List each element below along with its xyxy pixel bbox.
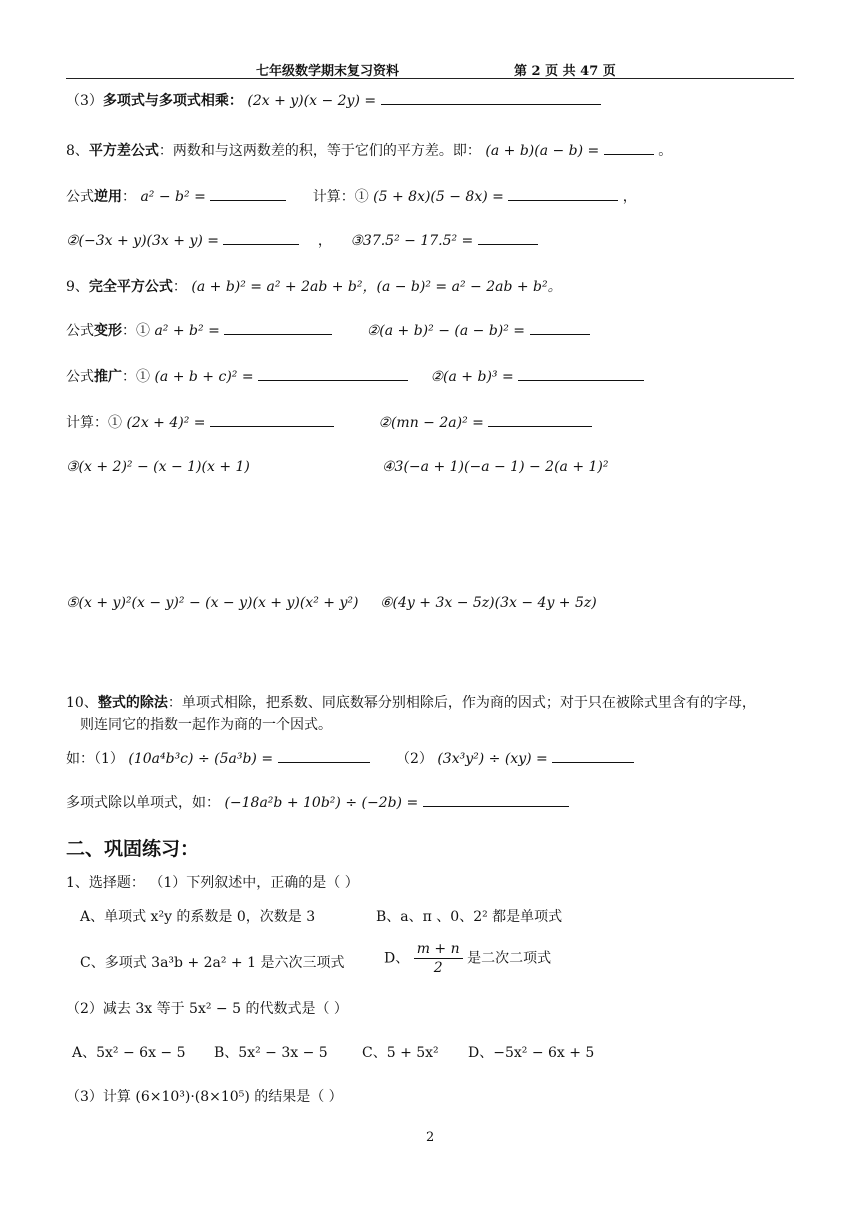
line-calc-2-3: ②(−3x + y)(3x + y) = ， ③37.5² − 17.5² =: [66, 230, 538, 252]
q2-option-b[interactable]: B、5x² − 3x − 5: [214, 1045, 328, 1061]
answer-blank[interactable]: [223, 230, 299, 245]
q1-option-d[interactable]: D、 $\frac{m + n}{2}$ 是二次二项式: [384, 941, 552, 976]
q2-option-d[interactable]: D、−5x² − 6x + 5: [468, 1045, 595, 1061]
answer-blank[interactable]: [224, 320, 332, 335]
line-formula-generalize: 公式推广：① (a + b + c)² = ②(a + b)³ =: [66, 366, 644, 388]
answer-blank[interactable]: [530, 320, 590, 335]
answer-blank[interactable]: [488, 412, 592, 427]
q2-option-a[interactable]: A、5x² − 6x − 5: [72, 1045, 186, 1061]
answer-blank[interactable]: [210, 186, 286, 201]
header-page-info: 第 2 页 共 47 页: [514, 64, 616, 79]
q2-intro: （2）减去 3x 等于 5x² − 5 的代数式是（ ）: [66, 1001, 348, 1017]
page-header: [66, 54, 794, 79]
answer-blank[interactable]: [508, 186, 618, 201]
line-calc-5: ⑤(x + y)²(x − y)² − (x − y)(x + y)(x² + y²): [66, 595, 359, 611]
answer-blank[interactable]: [210, 412, 334, 427]
q1-intro: 1、选择题： （1）下列叙述中，正确的是（ ）: [66, 875, 359, 891]
line-calc-1-2: 计算：① (2x + 4)² = ②(mn − 2a)² =: [66, 412, 592, 434]
line-difference-of-squares: 8、平方差公式：两数和与这两数差的积，等于它们的平方差。即： (a + b)(a − b) = 。: [66, 140, 672, 162]
answer-blank[interactable]: [381, 90, 601, 105]
line-poly-multiply: （3）多项式与多项式相乘： (2x + y)(x − 2y) =: [66, 90, 601, 112]
line-division-rule-cont: 则连同它的指数一起作为商的一个因式。: [80, 717, 332, 733]
line-formula-reverse: 公式逆用： a² − b² = 计算：① (5 + 8x)(5 − 8x) = ，: [66, 186, 637, 208]
section-title: 二、巩固练习：: [66, 838, 200, 860]
q1-option-b[interactable]: B、a、π 、0、2² 都是单项式: [376, 909, 563, 925]
line-calc-3-4: ③(x + 2)² − (x − 1)(x + 1): [66, 459, 250, 475]
answer-blank[interactable]: [478, 230, 538, 245]
line-division-examples: 如：（1） (10a⁴b³c) ÷ (5a³b) = （2） (3x³y²) ÷ (xy) =: [66, 748, 634, 770]
line-calc-4: ④3(−a + 1)(−a − 1) − 2(a + 1)²: [382, 459, 609, 475]
line-calc-6: ⑥(4y + 3x − 5z)(3x − 4y + 5z): [380, 595, 597, 611]
fraction: $\frac{m + n}{2}$: [414, 940, 463, 977]
answer-blank[interactable]: [518, 366, 644, 381]
q2-option-c[interactable]: C、5 + 5x²: [362, 1045, 439, 1061]
q1-option-a[interactable]: A、单项式 x²y 的系数是 0，次数是 3: [80, 909, 316, 925]
header-title: 七年级数学期末复习资料: [256, 64, 400, 79]
q3-intro: （3）计算 (6×10³)·(8×10⁵) 的结果是（ ）: [66, 1089, 343, 1105]
answer-blank[interactable]: [423, 792, 569, 807]
answer-blank[interactable]: [604, 140, 654, 155]
line-poly-div-mono: 多项式除以单项式，如： (−18a²b + 10b²) ÷ (−2b) =: [66, 792, 569, 814]
page-number: 2: [426, 1130, 435, 1145]
q1-option-c[interactable]: C、多项式 3a³b + 2a² + 1 是六次三项式: [80, 955, 345, 971]
line-division-rule: 10、整式的除法：单项式相除，把系数、同底数幂分别相除后，作为商的因式；对于只在被除式里含有的字母，: [66, 695, 756, 711]
answer-blank[interactable]: [278, 748, 370, 763]
line-perfect-square: 9、完全平方公式： (a + b)² = a² + 2ab + b²，(a − b)² = a² − 2ab + b²。: [66, 279, 562, 295]
answer-blank[interactable]: [258, 366, 408, 381]
line-formula-transform: 公式变形：① a² + b² = ②(a + b)² − (a − b)² =: [66, 320, 590, 342]
answer-blank[interactable]: [552, 748, 634, 763]
